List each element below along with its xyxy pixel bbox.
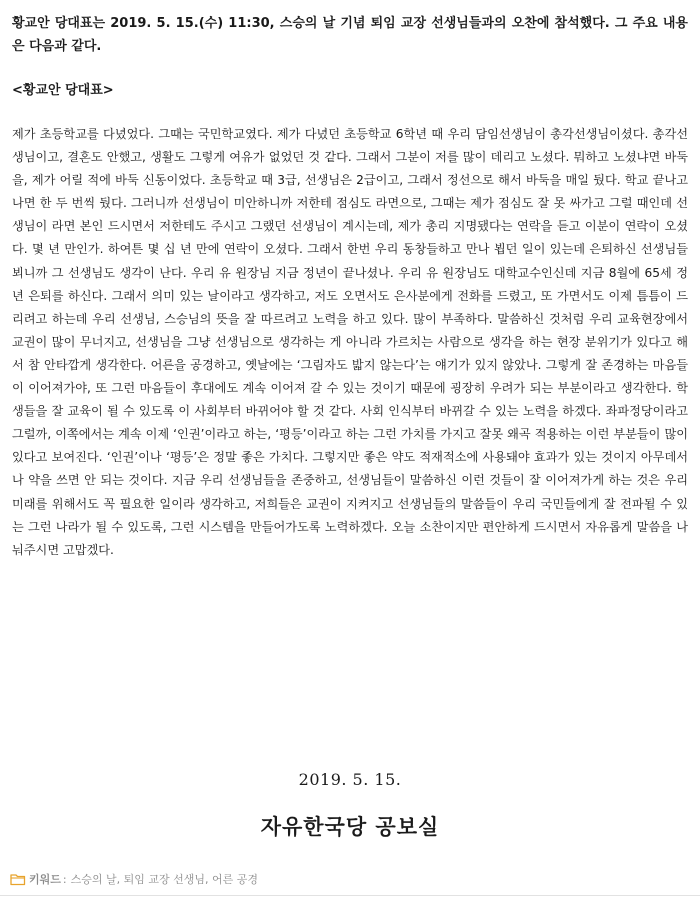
keyword-bar	[10, 869, 258, 889]
keyword-label: 키워드	[29, 873, 61, 886]
intro-paragraph: 황교안 당대표는 2019. 5. 15.(수) 11:30, 스승의 날 기념 퇴임 교장 선생님들과의 오찬에 참석했다. 그 주요 내용은 다음과 같다.	[12, 16, 688, 54]
speaker-heading: <황교안 당대표>	[12, 83, 114, 98]
bottom-divider	[0, 895, 700, 896]
keyword-list: 스승의 날, 퇴임 교장 선생님, 어른 공경	[70, 873, 258, 886]
release-date: 2019. 5. 15.	[298, 770, 402, 789]
folder-icon	[10, 872, 26, 886]
organization-name: 자유한국당 공보실	[260, 815, 440, 839]
keyword-separator: :	[62, 872, 67, 886]
press-release-body	[12, 12, 688, 562]
speech-paragraph: 제가 초등학교를 다녔었다. 그때는 국민학교였다. 제가 다녔던 초등학교 6학년 때 우리 담임선생님이 총각선생님이셨다. 총각선생님이고, 결혼도 안했고, 생활도 그렇게 여유가 없었던 것 같다. 그래서 그분이 저를 많이 데리고 노셨다. 뭐하고 노셨냐면 바둑을, 제가 어릴 적에 바둑 신동이었다. 초등학교 때 3급, 선생님은 2급이고, 그래서 정선으로 해서 바둑을 매일 뒀다. 학교 끝나고 나면 한 두 번씩 뒀다. 그러니까 선생님이 미안하니까 저한테 점심도 라면으로, 그때는 제가 점심도 잘 못 싸가고 그럴 때인데 선생님이 라면 본인 드시면서 저한테도 주시고 그랬던 선생님이 계시는데, 제가 총리 지명됐다는 연락을 듣고 이분이 연락이 오셨다. 몇 년 만인가. 하여튼 몇 십 년 만에 연락이 오셨다. 그래서 한번 우리 동창들하고 만나 뵙던 일이 있는데 은퇴하신 선생님들 뵈니까 그 선생님도 생각이 난다. 우리 유 원장님 지금 정년이 끝나셨나. 우리 유 원장님도 대학교수인신데 지금 8월에 65세 정년 은퇴를 하신다. 그래서 의미 있는 날이라고 생각하고, 저도 오면서도 은사분에게 전화를 드렸고, 또 가면서도 이제 틈틈이 드리려고 하는데 우리 선생님, 스승님의 뜻을 잘 따르려고 노력을 하고 있다. 많이 부족하다. 말씀하신 것처럼 우리 교육현장에서 교권이 많이 무너지고, 선생님을 그냥 선생님으로 생각하는 게 아니라 가르치는 사람으로 생각을 하는 현장 분위기가 있다고 해서 참 안타깝게 생각한다. 어른을 공경하고, 옛날에는 ‘그림자도 밟지 않는다’는 얘기가 있지 않았나. 그렇게 잘 존경하는 마음들이 이어져가야, 또 그런 마음들이 후대에도 계속 이어져 갈 수 있는 것이기 때문에 굉장히 우려가 되는 부분이라고 생각한다. 학생들을 잘 교육이 될 수 있도록 이 사회부터 바뀌어야 할 것 같다. 사회 인식부터 바뀌갈 수 있는 노력을 하겠다. 좌파정당이라고 그럴까, 이쪽에서는 계속 이제 ‘인권’이라고 하는, ‘평등’이라고 하는 그런 가치를 가지고 잘못 왜곡 적용하는 이런 부분들이 많이 있다고 보여진다. ‘인권’이나 ‘평등’은 정말 좋은 가치다. 그렇지만 좋은 약도 적재적소에 사용돼야 효과가 있는 것이지 아무데서나 약을 쓰면 안 되는 것이다. 지금 우리 선생님들을 존중하고, 선생님들이 말씀하신 이런 것들이 잘 이어져가게 하는 것은 우리 미래를 위해서도 꼭 필요한 일이라 생각하고, 저희들은 교권이 지켜지고 선생님들의 말씀들이 우리 국민들에게 잘 전파될 수 있는 그런 나라가 될 수 있도록, 그런 시스템을 만들어가도록 노력하겠다. 오늘 소찬이지만 편안하게 드시면서 자유롭게 말씀을 나눠주시면 고맙겠다.	[12, 127, 688, 557]
